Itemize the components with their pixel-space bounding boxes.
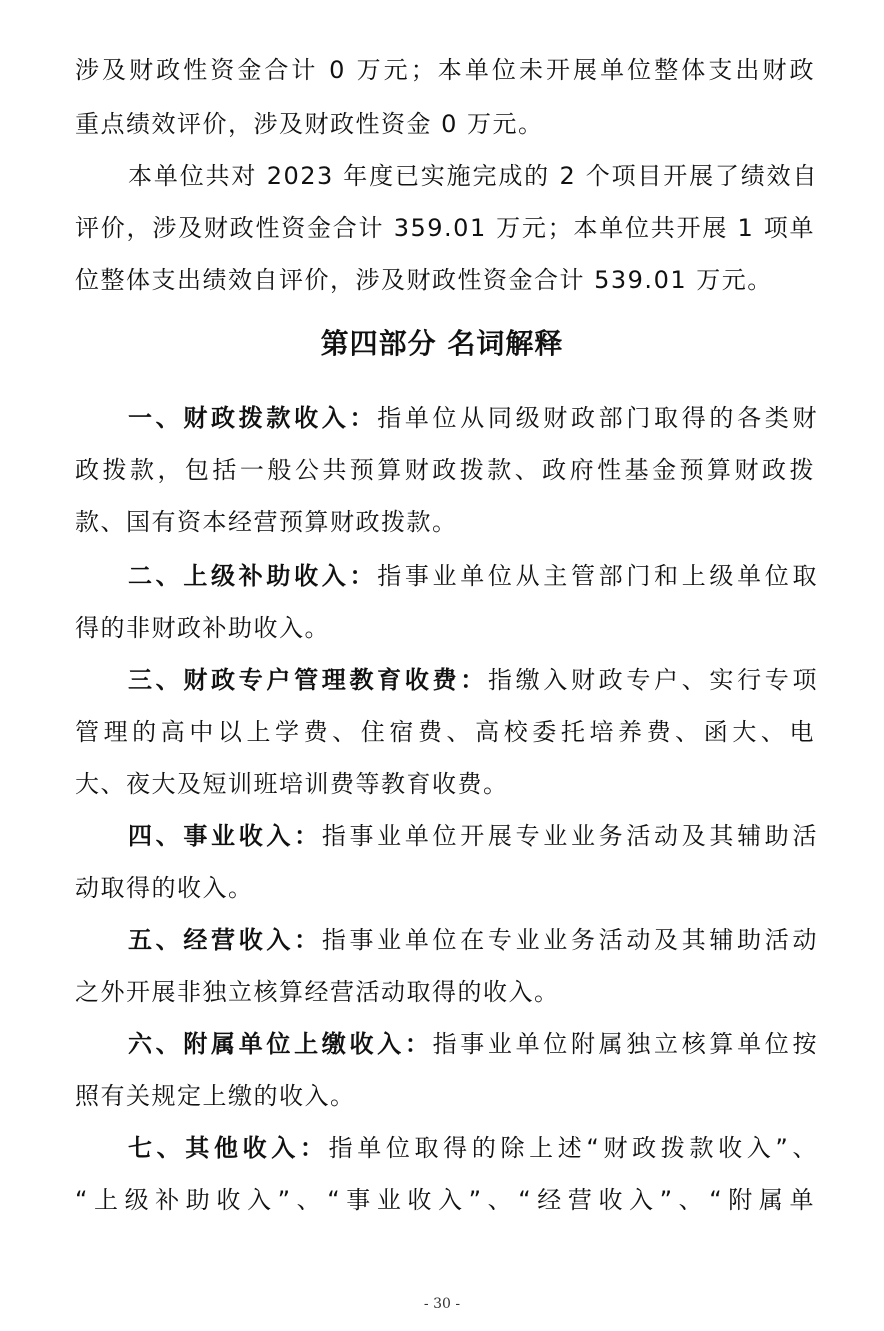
definition-6-line-1	[128, 1028, 818, 1060]
definition-5-term: 五、经营收入：	[128, 926, 322, 954]
definition-1-line-3: 款、国有资本经营预算财政拨款。	[75, 508, 458, 536]
intro-paragraph-2-line-3: 位整体支出绩效自评价，涉及财政性资金合计 539.01 万元。	[75, 266, 773, 294]
definition-1-line-2: 政拨款，包括一般公共预算财政拨款、政府性基金预算财政拨	[75, 456, 815, 484]
definition-6-text: 指事业单位附属独立核算单位按	[432, 1030, 818, 1058]
page-number: - 30 -	[423, 1296, 461, 1312]
intro-paragraph-1-line-1: 涉及财政性资金合计 0 万元；本单位未开展单位整体支出财政	[75, 56, 815, 84]
definition-4-text: 指事业单位开展专业业务活动及其辅助活	[321, 822, 818, 850]
definition-4-line-2: 动取得的收入。	[75, 874, 254, 902]
intro-paragraph-2-line-1: 本单位共对 2023 年度已实施完成的 2 个项目开展了绩效自	[128, 162, 818, 190]
definition-7-term: 七、其他收入：	[128, 1134, 329, 1162]
definition-2-line-2: 得的非财政补助收入。	[75, 614, 330, 642]
section-title: 第四部分 名词解释	[320, 327, 564, 360]
intro-paragraph-2-line-2: 评价，涉及财政性资金合计 359.01 万元；本单位共开展 1 项单	[75, 214, 815, 242]
definition-7-line-1	[128, 1132, 818, 1164]
definition-3-term: 三、财政专户管理教育收费：	[128, 666, 488, 694]
definition-4-term: 四、事业收入：	[128, 822, 322, 850]
definition-7-line-2: “上级补助收入”、“事业收入”、“经营收入”、“附属单	[75, 1186, 815, 1214]
definition-1-term: 一、财政拨款收入：	[128, 404, 378, 432]
definition-3-text: 指缴入财政专户、实行专项	[487, 666, 818, 694]
definition-2-term: 二、上级补助收入：	[128, 562, 378, 590]
definition-7-text: 指单位取得的除上述“财政拨款收入”、	[328, 1134, 818, 1162]
definition-6-line-2: 照有关规定上缴的收入。	[75, 1082, 356, 1110]
definition-4-line-1	[128, 820, 818, 852]
definition-1-line-1	[128, 402, 818, 434]
definition-2-line-1	[128, 560, 818, 592]
definition-1-text: 指单位从同级财政部门取得的各类财	[377, 404, 818, 432]
definition-5-line-2: 之外开展非独立核算经营活动取得的收入。	[75, 978, 560, 1006]
intro-paragraph-1-line-2: 重点绩效评价，涉及财政性资金 0 万元。	[75, 110, 544, 138]
definition-5-line-1	[128, 924, 818, 956]
definition-5-text: 指事业单位在专业业务活动及其辅助活动	[321, 926, 818, 954]
definition-3-line-1	[128, 664, 818, 696]
definition-2-text: 指事业单位从主管部门和上级单位取	[377, 562, 818, 590]
definition-6-term: 六、附属单位上缴收入：	[128, 1030, 433, 1058]
definition-3-line-2: 管理的高中以上学费、住宿费、高校委托培养费、函大、电	[75, 718, 815, 746]
definition-3-line-3: 大、夜大及短训班培训费等教育收费。	[75, 770, 509, 798]
